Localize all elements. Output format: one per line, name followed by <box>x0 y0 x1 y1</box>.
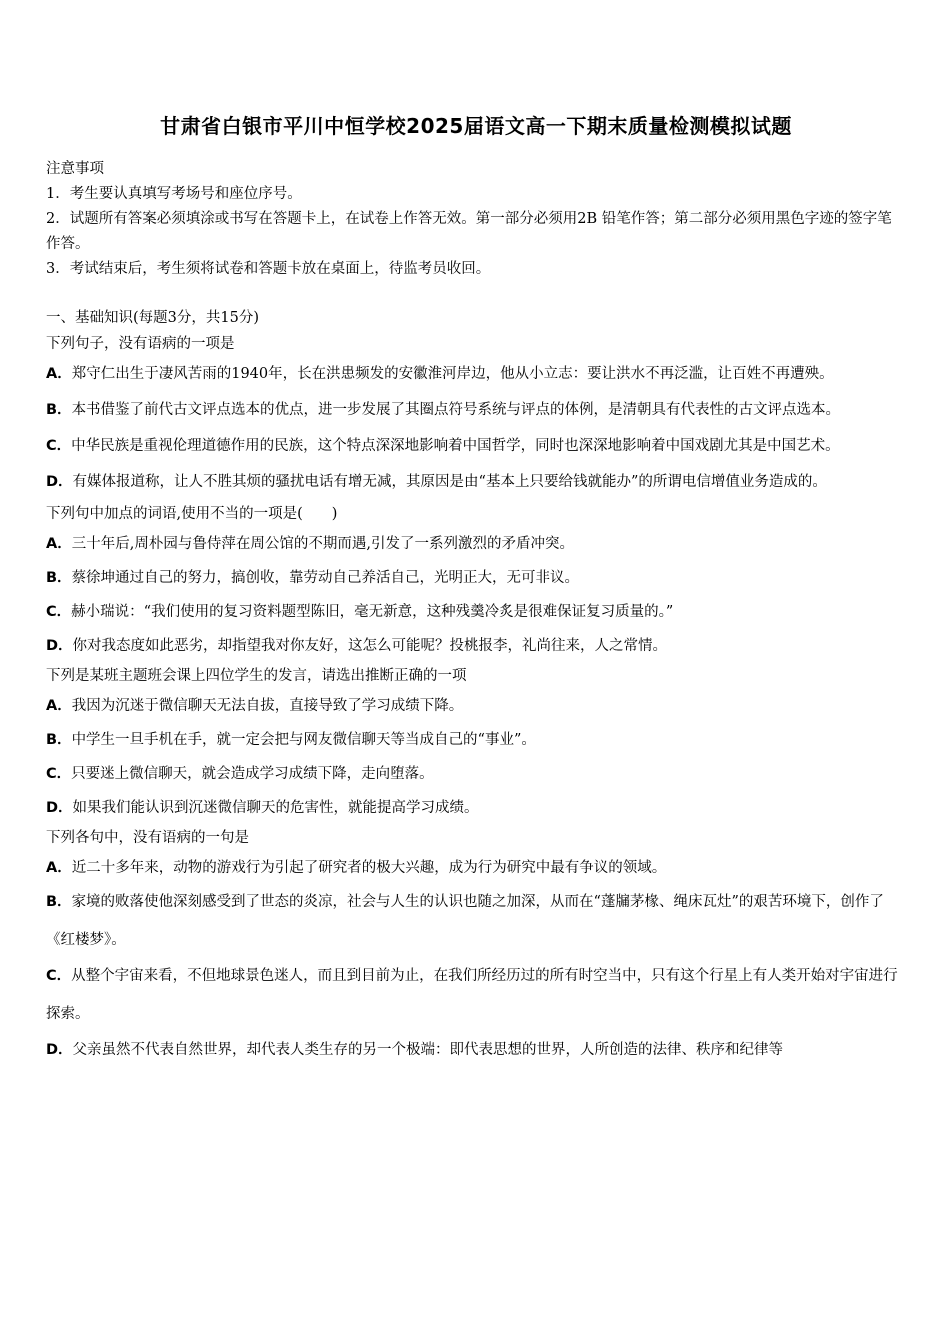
option-letter: B． <box>46 732 72 748</box>
option-d <box>46 463 906 501</box>
notice-heading: 注意事项 <box>46 161 104 177</box>
option-letter: D． <box>46 638 73 654</box>
option-b <box>46 883 906 959</box>
option-text: 郑守仁出生于凄风苦雨的1940年，长在洪患频发的安徽淮河岸边，他从小立志：要让洪水不再泛滥，让百姓不再遭殃。 <box>71 366 834 382</box>
option-letter: C． <box>46 766 72 782</box>
option-letter: A． <box>46 366 72 382</box>
option-d <box>46 1031 906 1069</box>
option-text: 如果我们能认识到沉迷微信聊天的危害性，就能提高学习成绩。 <box>72 800 479 816</box>
option-c <box>46 595 906 629</box>
option-text: 本书借鉴了前代古文评点选本的优点，进一步发展了其圈点符号系统与评点的体例，是清朝具有代表性的古文评点选本。 <box>71 402 841 418</box>
question-stem: 下列各句中，没有语病的一句是 <box>46 830 249 846</box>
option-c <box>46 957 906 1033</box>
question-block <box>46 331 906 501</box>
option-text: 父亲虽然不代表自然世界，却代表人类生存的另一个极端：即代表思想的世界，人所创造的法律、秩序和纪律等 <box>72 1042 784 1058</box>
option-a <box>46 851 906 885</box>
option-letter: D． <box>46 474 73 490</box>
option-a <box>46 689 906 723</box>
option-a <box>46 355 906 393</box>
option-text: 有媒体报道称，让人不胜其烦的骚扰电话有增无减，其原因是由“基本上只要给钱就能办”的所谓电信增值业务造成的。 <box>72 474 827 490</box>
option-letter: A． <box>46 860 72 876</box>
notice-item: 1．考生要认真填写考场号和座位序号。 <box>46 186 302 202</box>
question-stem: 下列句子，没有语病的一项是 <box>46 336 235 352</box>
option-letter: A． <box>46 698 72 714</box>
question-stem: 下列句中加点的词语,使用不当的一项是( ) <box>46 506 338 522</box>
option-text: 中华民族是重视伦理道德作用的民族，这个特点深深地影响着中国哲学，同时也深深地影响着中国戏剧尤其是中国艺术。 <box>71 438 840 454</box>
option-text: 赫小瑞说：“我们使用的复习资料题型陈旧，毫无新意，这种残羹冷炙是很难保证复习质量的。” <box>71 604 674 620</box>
option-letter: C． <box>46 968 72 984</box>
option-letter: D． <box>46 1042 73 1058</box>
option-letter: C． <box>46 438 72 454</box>
option-d <box>46 791 906 825</box>
question-block <box>46 663 906 825</box>
option-c <box>46 427 906 465</box>
option-d <box>46 629 906 663</box>
option-letter: B． <box>46 402 72 418</box>
notice-item: 3．考试结束后，考生须将试卷和答题卡放在桌面上，待监考员收回。 <box>46 261 491 277</box>
option-text: 我因为沉迷于微信聊天无法自拔，直接导致了学习成绩下降。 <box>71 698 464 714</box>
notice-item: 2．试题所有答案必须填涂或书写在答题卡上，在试卷上作答无效。第一部分必须用2B 铅笔作答；第二部分必须用黑色字迹的签字笔作答。 <box>46 211 892 252</box>
option-text: 家境的败落使他深刻感受到了世态的炎凉，社会与人生的认识也随之加深，从而在“蓬牖茅椽、绳床瓦灶”的艰苦环境下，创作了《红楼梦》。 <box>46 894 884 948</box>
option-text: 近二十多年来，动物的游戏行为引起了研究者的极大兴趣，成为行为研究中最有争议的领域。 <box>71 860 667 876</box>
option-text: 从整个宇宙来看，不但地球景色迷人，而且到目前为止，在我们所经历过的所有时空当中，只有这个行星上有人类开始对宇宙进行探索。 <box>46 968 898 1022</box>
option-letter: C． <box>46 604 72 620</box>
option-letter: D． <box>46 800 73 816</box>
question-block <box>46 501 906 663</box>
option-text: 三十年后,周朴园与鲁侍萍在周公馆的不期而遇,引发了一系列激烈的矛盾冲突。 <box>71 536 574 552</box>
section-heading: 一、基础知识(每题3分，共15分) <box>46 310 259 326</box>
question-stem: 下列是某班主题班会课上四位学生的发言，请选出推断正确的一项 <box>46 668 467 684</box>
option-text: 只要迷上微信聊天，就会造成学习成绩下降，走向堕落。 <box>71 766 434 782</box>
option-letter: B． <box>46 570 72 586</box>
option-c <box>46 757 906 791</box>
option-b <box>46 723 906 757</box>
option-text: 你对我态度如此恶劣，却指望我对你友好，这怎么可能呢？投桃报李，礼尚往来，人之常情。 <box>72 638 668 654</box>
option-a <box>46 527 906 561</box>
option-b <box>46 391 906 429</box>
option-letter: A． <box>46 536 72 552</box>
exam-title: 甘肃省白银市平川中恒学校2025届语文高一下期末质量检测模拟试题 <box>160 114 792 138</box>
option-b <box>46 561 906 595</box>
option-text: 中学生一旦手机在手，就一定会把与网友微信聊天等当成自己的“事业”。 <box>71 732 536 748</box>
notice-block <box>46 157 906 282</box>
option-text: 蔡徐坤通过自己的努力，搞创收，靠劳动自己养活自己，光明正大，无可非议。 <box>71 570 580 586</box>
question-block <box>46 825 906 1069</box>
option-letter: B． <box>46 894 72 910</box>
